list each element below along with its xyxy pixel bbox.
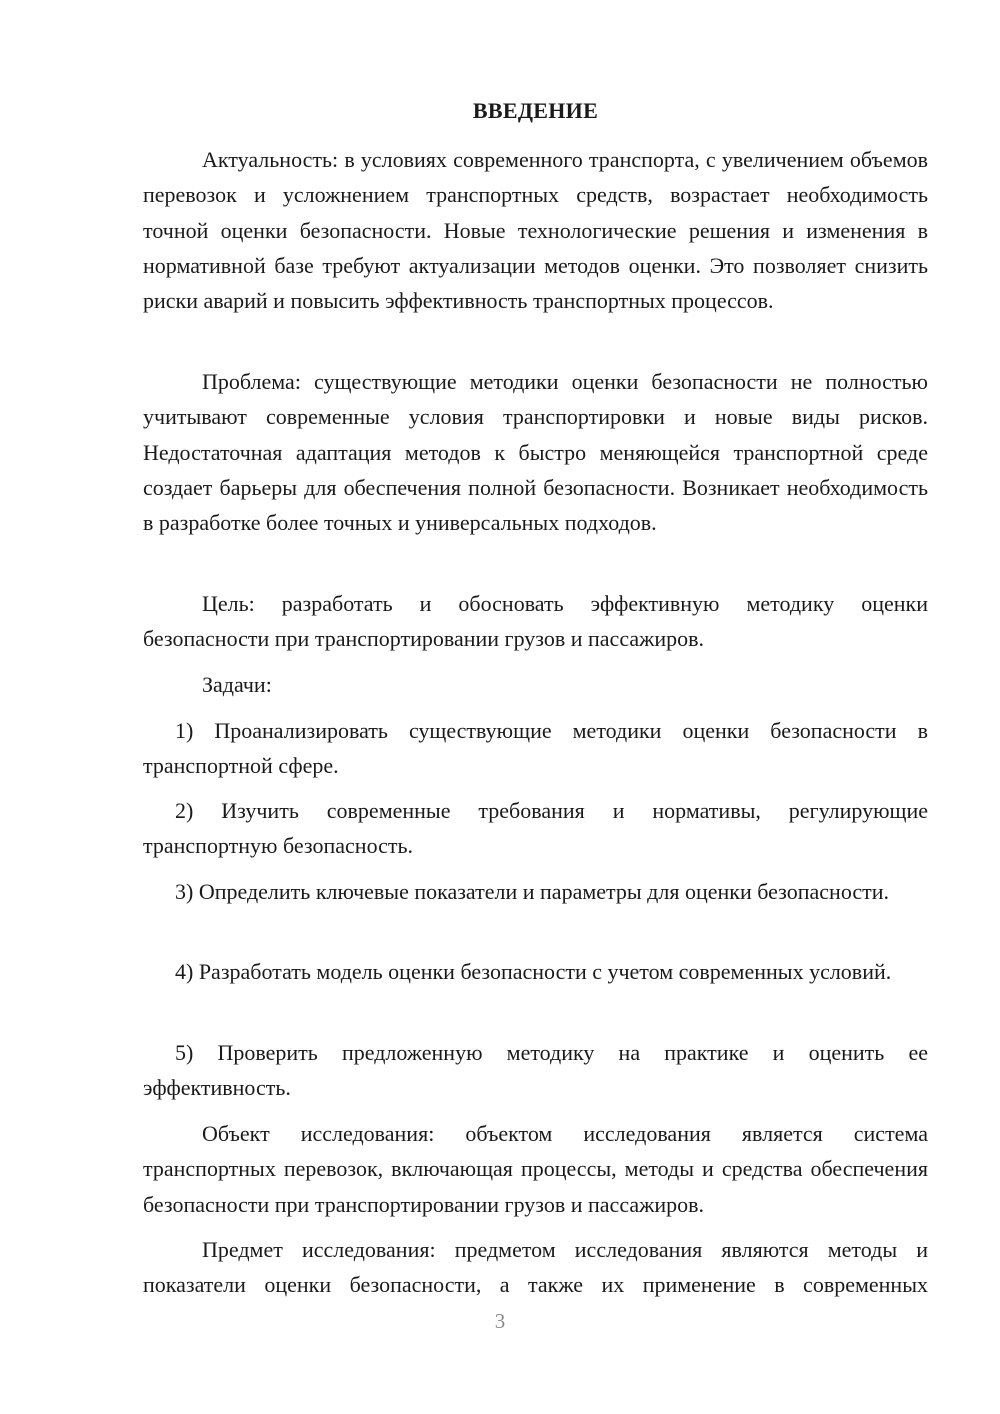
task-item-4: 4) Разработать модель оценки безопасности с учетом современных условий. [175,959,892,984]
task-item-1: 1) Проанализировать существующие методики оценки безопасности в транспортной сфере. [143,718,928,779]
task-item-2: 2) Изучить современные требования и нормативы, регулирующие транспортную безопасность. [143,798,928,859]
problem-paragraph: Проблема: существующие методики оценки безопасности не полностью учитывают современные условия транспортировки и новые виды рисков. Недостаточная адаптация методов к быстро меняющейся транспортной среде создает барьеры для обеспечения полной безопасности. Возникает необходимость в разработке более точных и универсальных подходов. [143,369,928,536]
goal-paragraph: Цель: разработать и обосновать эффективную методику оценки безопасности при транспортировании грузов и пассажиров. [143,591,928,652]
page-title: ВВЕДЕНИЕ [472,98,599,123]
subject-paragraph: Предмет исследования: предметом исследования являются методы и показатели оценки безопасности, а также их применение в современных [143,1237,928,1298]
page-number: 3 [494,1309,506,1333]
object-paragraph: Объект исследования: объектом исследования является система транспортных перевозок, включающая процессы, методы и средства обеспечения безопасности при транспортировании грузов и пассажиров. [143,1121,928,1217]
relevance-paragraph: Актуальность: в условиях современного транспорта, с увеличением объемов перевозок и усложнением транспортных средств, возрастает необходимость точной оценки безопасности. Новые технологические решения и изменения в нормативной базе требуют актуализации методов оценки. Это позволяет снизить риски аварий и повысить эффективность транспортных процессов. [143,147,928,314]
task-item-3: 3) Определить ключевые показатели и параметры для оценки безопасности. [175,879,890,904]
task-item-5: 5) Проверить предложенную методику на практике и оценить ее эффективность. [143,1040,928,1101]
tasks-title: Задачи: [202,672,272,697]
